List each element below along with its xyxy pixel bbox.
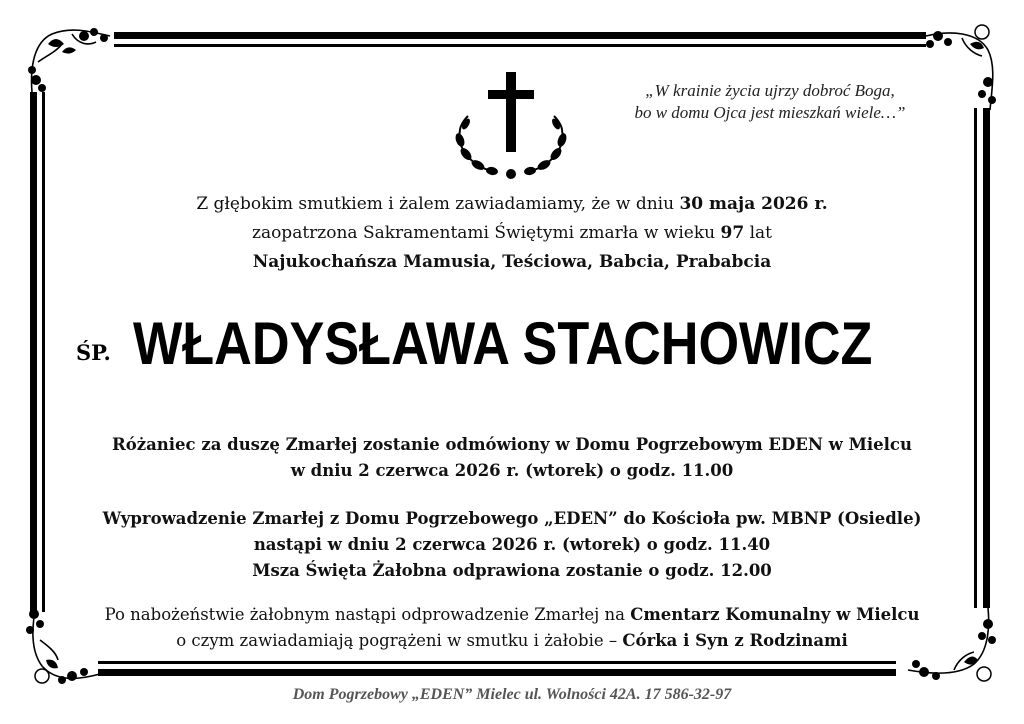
closing-line-2: [60, 628, 964, 654]
intro-text: lat: [744, 223, 772, 243]
cross-icon: [488, 72, 534, 152]
frame-right-thin-line: [974, 108, 977, 608]
floral-corner-icon: [22, 22, 116, 102]
frame-bottom-thick-line: [98, 669, 896, 676]
intro-line-2: [90, 219, 934, 248]
family-signature: Córka i Syn z Rodzinami: [622, 631, 848, 650]
intro-line-1: [90, 190, 934, 219]
funeral-procession-info: [70, 506, 954, 584]
quote-line-1: „W krainie życia ujrzy dobroć Boga,: [645, 81, 895, 100]
announcement-intro: [90, 190, 934, 277]
procession-line-1: Wyprowadzenie Zmarłej z Domu Pogrzebowego „EDEN” do Kościoła pw. MBNP (Osiedle): [102, 509, 922, 528]
rosary-line-1: Różaniec za duszę Zmarłej zostanie odmówiony w Domu Pogrzebowym EDEN w Mielcu: [112, 435, 912, 454]
date-of-death: 30 maja 2026 r.: [679, 194, 828, 214]
procession-line-2: nastąpi w dniu 2 czerwca 2026 r. (wtorek) o godz. 11.40: [253, 535, 771, 554]
frame-left-thin-line: [42, 92, 45, 612]
deceased-name: WŁADYSŁAWA STACHOWICZ: [133, 310, 873, 377]
cross-emblem: [448, 70, 574, 182]
family-relations: Najukochańsza Mamusia, Teściowa, Babcia, Prababcia: [252, 252, 772, 272]
age-value: 97: [720, 223, 745, 243]
name-prefix: ŚP.: [76, 340, 111, 365]
frame-right-thick-line: [983, 108, 990, 608]
closing-line-1: [60, 602, 964, 628]
funeral-home-footer: Dom Pogrzebowy „EDEN” Mielec ul. Wolności 42A. 17 586-32-97: [292, 686, 732, 703]
intro-text: zaopatrzona Sakramentami Świętymi zmarła w wieku: [251, 223, 721, 243]
frame-bottom-thin-line: [98, 661, 896, 664]
intro-text: Z głębokim smutkiem i żalem zawiadamiamy, że w dniu: [196, 194, 680, 214]
rosary-info: [70, 432, 954, 484]
closing-text: Po nabożeństwie żałobnym nastąpi odprowadzenie Zmarłej na: [104, 605, 631, 624]
cemetery-name: Cmentarz Komunalny w Mielcu: [630, 605, 920, 624]
closing-info: [60, 602, 964, 654]
mass-line: Msza Święta Żałobna odprawiona zostanie o godz. 12.00: [252, 561, 772, 580]
closing-text: o czym zawiadamiają pogrążeni w smutku i żałobie –: [176, 631, 623, 650]
frame-top-thin-line: [114, 44, 926, 47]
rosary-line-2: w dniu 2 czerwca 2026 r. (wtorek) o godz. 11.00: [290, 461, 734, 480]
frame-left-thick-line: [30, 92, 37, 612]
quote-line-2: bo w domu Ojca jest mieszkań wiele…”: [634, 103, 906, 122]
epigraph-quote: [600, 80, 940, 124]
frame-top-thick-line: [114, 32, 926, 39]
